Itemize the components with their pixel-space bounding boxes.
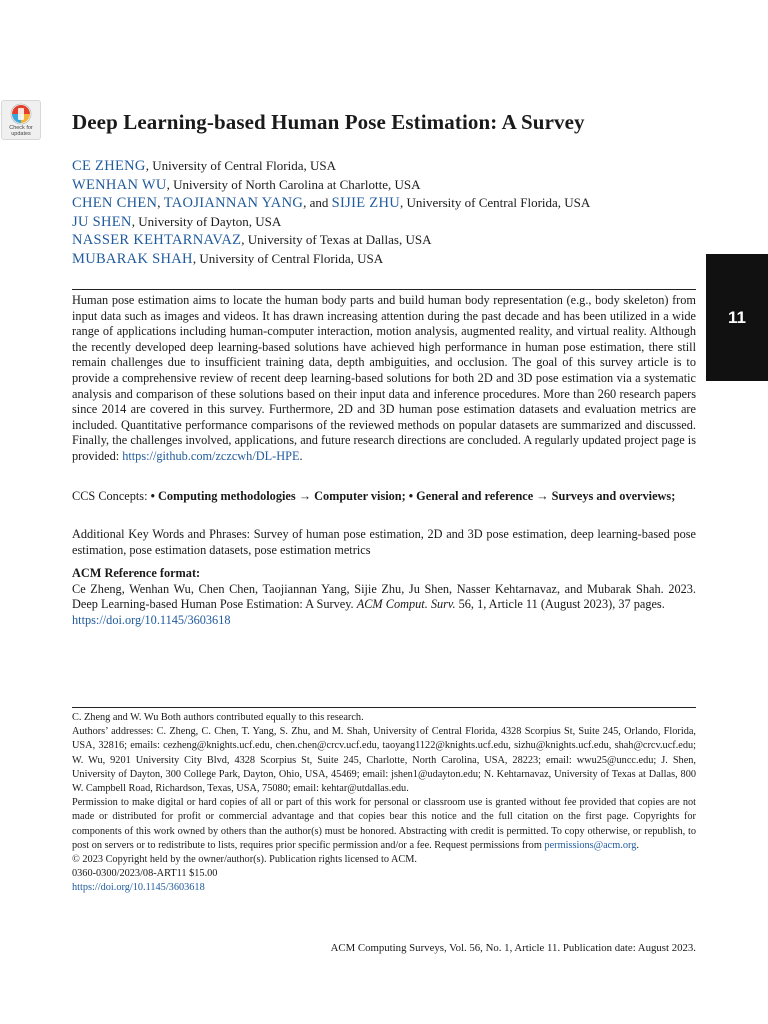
author-line: [72, 176, 712, 195]
article-number-tab: [706, 254, 768, 381]
project-page-link[interactable]: https://github.com/zczcwh/DL-HPE: [122, 448, 300, 463]
author-name[interactable]: NASSER KEHTARNAVAZ: [72, 232, 242, 248]
author-affiliation: , University of Texas at Dallas, USA: [241, 232, 432, 247]
author-name[interactable]: CHEN CHEN: [72, 195, 158, 211]
contribution-note: C. Zheng and W. Wu Both authors contributed equally to this research.: [72, 712, 364, 723]
check-for-updates-badge[interactable]: [1, 100, 41, 140]
author-name[interactable]: JU SHEN: [72, 213, 132, 230]
permissions-email-link[interactable]: permissions@acm.org: [544, 839, 637, 851]
footnotes: [72, 711, 696, 896]
author-name[interactable]: MUBARAK SHAH: [72, 250, 193, 267]
author-line: [72, 231, 712, 250]
author-name[interactable]: CE ZHENG: [72, 158, 146, 174]
author-affiliation: , University of Central Florida, USA: [192, 250, 384, 266]
reference-doi-link[interactable]: https://doi.org/10.1145/3603618: [72, 612, 231, 627]
ccs-label: CCS Concepts:: [72, 489, 151, 503]
author-affiliation: , University of Central Florida, USA: [145, 158, 336, 173]
reference-heading: ACM Reference format:: [72, 566, 201, 580]
abstract-text: Human pose estimation aims to locate the human body parts and build human body representation (e.g., body skeleton) from input data such as images and videos. It has drawn increasing attention during the past decade and has been utilized in a wide range of applications including human-computer interaction, motion analysis, augmented reality, and virtual reality. Although the recently developed deep learning-based solutions have achieved high performance in human pose estimation, there still remain challenges due to insufficient training data, depth ambiguities, and occlusion. The goal of this survey article is to provide a comprehensive review of recent deep learning-based solutions for both 2D and 3D pose estimation via a systematic analysis and comparison of these solutions based on their input data and inference procedures. More than 260 research papers since 2014 are covered in this survey. Furthermore, 2D and 3D human pose estimation datasets and evaluation metrics are included. Quantitative performance comparisons of the reviewed methods on popular datasets are summarized and discussed. Finally, the challenges involved, applications, and future research directions are concluded. A regularly updated project page is provided:: [72, 293, 696, 463]
author-line: [72, 213, 712, 232]
author-separator: , and: [303, 195, 332, 210]
ccs-items: • Computing methodologies → Computer vision; • General and reference → Surveys and overviews;: [150, 489, 676, 503]
citation-details: 56, 1, Article 11 (August 2023), 37 pages.: [455, 597, 665, 612]
footnote-divider: [72, 707, 696, 708]
citation-text: Ce Zheng, Wenhan Wu, Chen Chen, Taojiannan Yang, Sijie Zhu, Ju Shen, Nasser Kehtarnavaz, and Mubarak Shah. 2023. Deep Learning-based Human Pose Estimation: A Survey.: [72, 581, 696, 612]
author-line: [72, 157, 712, 176]
author-affiliation: , University of Central Florida, USA: [400, 195, 591, 210]
author-list: [72, 157, 712, 268]
copyright-notice: © 2023 Copyright held by the owner/author(s). Publication rights licensed to ACM.: [72, 854, 418, 866]
author-line: [72, 194, 712, 213]
abstract-end: .: [299, 448, 303, 463]
paper-title: Deep Learning-based Human Pose Estimation: A Survey: [72, 110, 585, 134]
abstract: [72, 293, 696, 465]
acm-reference: [72, 566, 696, 628]
author-addresses: Authors’ addresses: C. Zheng, C. Chen, T. Yang, S. Zhu, and M. Shah, University of Central Florida, 4328 Scorpius St, Suite 245, Orlando, Florida, USA, 32816; emails: cezheng@knights.ucf.edu, chen.chen@crcv.ucf.edu, taoyang1122@knights.ucf.edu, sizhu@knights.ucf.edu, shah@crcv.ucf.edu; W. Wu, 9201 University City Blvd, 4328 Scorpius St, Suite 245, Charlotte, North Carolina, USA, 28223; email: wwu25@uncc.edu; J. Shen, University of Dayton, 300 College Park, Dayton, Ohio, USA, 45469; email: jshen1@udayton.edu; N. Kehtarnavaz, University of Texas at Dallas, 800 W. Campbell Road, Richardson, Texas, USA, 75080; email: kehtar@utdallas.edu.: [72, 726, 696, 795]
badge-label: Check for updates: [9, 125, 33, 137]
header-divider: [72, 289, 696, 290]
crossmark-icon: [10, 103, 32, 125]
journal-name: ACM Comput. Surv.: [356, 597, 456, 612]
footnote-doi-link[interactable]: https://doi.org/10.1145/3603618: [72, 882, 205, 894]
reference-citation: [72, 582, 696, 613]
keywords: Additional Key Words and Phrases: Survey of human pose estimation, 2D and 3D pose estimation, deep learning-based pose estimation, pose estimation datasets, pose estimation metrics: [72, 527, 696, 557]
author-affiliation: , University of Dayton, USA: [131, 213, 282, 229]
author-name[interactable]: SIJIE ZHU: [331, 195, 401, 211]
permission-text: Permission to make digital or hard copies of all or part of this work for personal or classroom use is granted without fee provided that copies are not made or distributed for profit or commercial advantage and that copies bear this notice and the full citation on the first page. Copyrights for components of this work owned by others than the author(s) must be honored. Abstracting with credit is permitted. To copy otherwise, or republish, to post on servers or to redistribute to lists, requires prior specific permission and/or a fee. Request permissions from: [72, 797, 696, 851]
permission-end: .: [636, 839, 639, 851]
ccs-concepts: [72, 489, 696, 505]
author-line: [72, 250, 712, 269]
issn-line: 0360-0300/2023/08-ART11 $15.00: [72, 868, 218, 880]
permission-notice: [72, 796, 696, 853]
author-affiliation: , University of North Carolina at Charlotte, USA: [166, 176, 421, 192]
author-name[interactable]: WENHAN WU: [72, 176, 167, 193]
article-number: 11: [728, 307, 746, 327]
author-separator: ,: [157, 195, 164, 210]
page-footer: ACM Computing Surveys, Vol. 56, No. 1, Article 11. Publication date: August 2023.: [330, 942, 696, 954]
author-name[interactable]: TAOJIANNAN YANG: [163, 195, 304, 211]
